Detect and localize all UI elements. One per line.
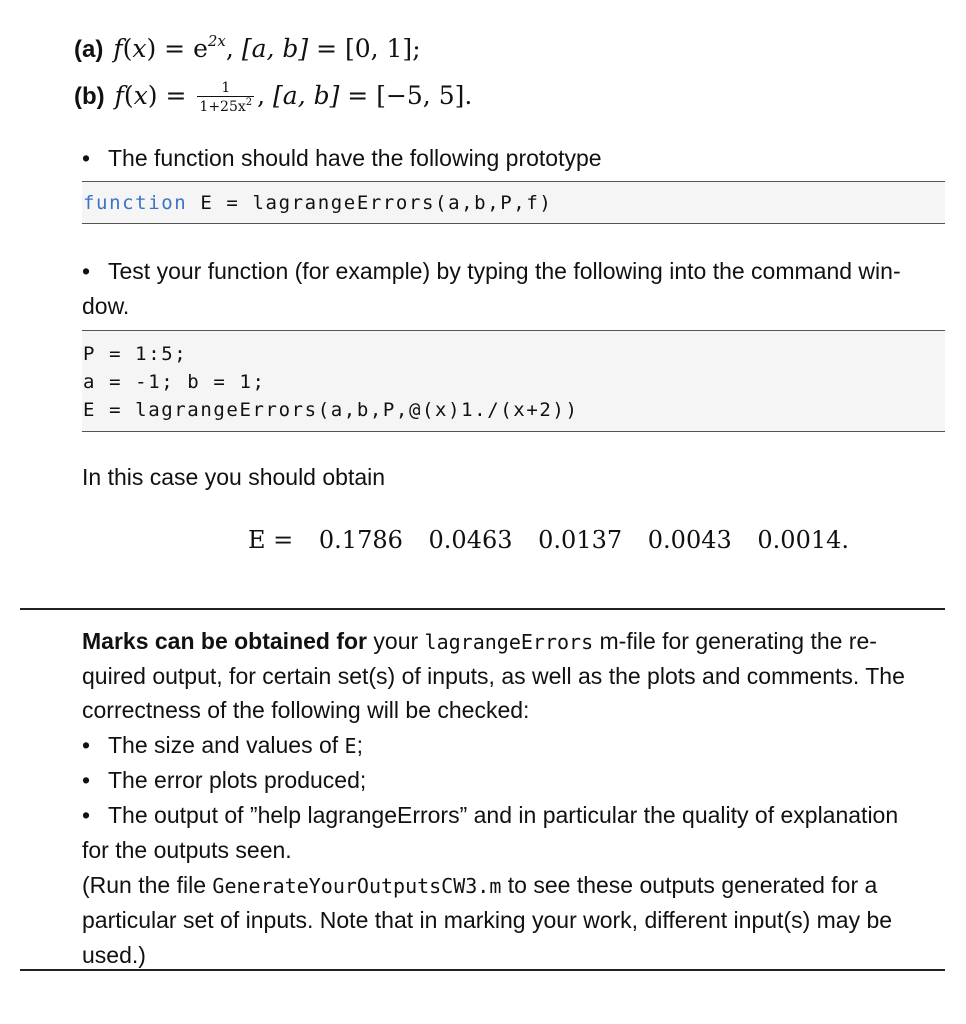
result-value: 0.0137 [538, 526, 623, 554]
bullet-test-text-line1: Test your function (for example) by typing the following into the command win- [108, 258, 901, 284]
bullet-dot: • [82, 802, 91, 828]
prototype-code-line: function E = lagrangeErrors(a,b,P,f) [83, 192, 553, 214]
part-a-formula: $f(x) = e^{2x}$, [a, b] = [0, 1]; [113, 32, 421, 63]
prototype-code-box [82, 181, 945, 224]
marks-bottom-rule [20, 969, 945, 971]
marks-bullet-plots: • The error plots produced; [82, 763, 366, 797]
part-b-formula: f(x) = $\frac{1}{1+25x^2}$ , [a, b] = [−5, 5]. [114, 80, 473, 116]
result-label: E = [248, 526, 294, 554]
run-line3: used.) [82, 942, 146, 968]
part-b-line [74, 80, 472, 115]
bullet-test [82, 254, 901, 288]
marks-bold-lead: Marks can be obtained for [82, 628, 368, 654]
bullet-prototype-text: The function should have the following prototype [108, 145, 602, 171]
code-line: P = 1:5; [83, 343, 188, 365]
bullet-prototype [82, 141, 602, 175]
run-line2: particular set of inputs. Note that in marking your work, different input(s) may be [82, 907, 893, 933]
bullet-dot: • [82, 145, 91, 171]
marks-para-line1: Marks can be obtained for your lagrangeErrors m-file for generating the re- [82, 628, 877, 654]
result-value: 0.1786 [318, 526, 403, 554]
part-b-fraction: $\frac{1}{1+25x^2}$ [199, 80, 253, 116]
marks-para-line3: correctness of the following will be checked: [82, 697, 530, 723]
obtain-text: In this case you should obtain [82, 464, 386, 490]
part-b-label: (b) [74, 83, 105, 111]
bullet-dot: • [82, 732, 91, 758]
result-line [248, 526, 867, 554]
inline-code: E [344, 734, 357, 758]
run-line1: (Run the file GenerateYourOutputsCW3.m to see these outputs generated for a [82, 872, 878, 898]
part-a-line [74, 34, 421, 62]
bullet-dot: • [82, 258, 91, 284]
result-value: 0.0463 [428, 526, 513, 554]
marks-top-rule [20, 608, 945, 610]
marks-bullet-size: • The size and values of E; [82, 728, 363, 763]
marks-para-line2: quired output, for certain set(s) of inputs, as well as the plots and comments. The [82, 663, 905, 689]
inline-code: lagrangeErrors [424, 630, 594, 654]
marks-bullet-help: • The output of ”help lagrangeErrors” and in particular the quality of explanation [82, 798, 898, 832]
result-value: 0.0014. [757, 526, 850, 554]
bullet-dot: • [82, 767, 91, 793]
function-keyword: function [83, 192, 188, 214]
code-line: a = -1; b = 1; [83, 371, 266, 393]
code-line: E = lagrangeErrors(a,b,P,@(x)1./(x+2)) [83, 399, 579, 421]
marks-bullet-help-line2: for the outputs seen. [82, 837, 292, 863]
test-code-box [82, 330, 945, 432]
bullet-test-text-line2: dow. [82, 293, 130, 319]
result-value: 0.0043 [647, 526, 732, 554]
part-a-label: (a) [74, 36, 104, 63]
inline-code: GenerateYourOutputsCW3.m [212, 874, 502, 898]
